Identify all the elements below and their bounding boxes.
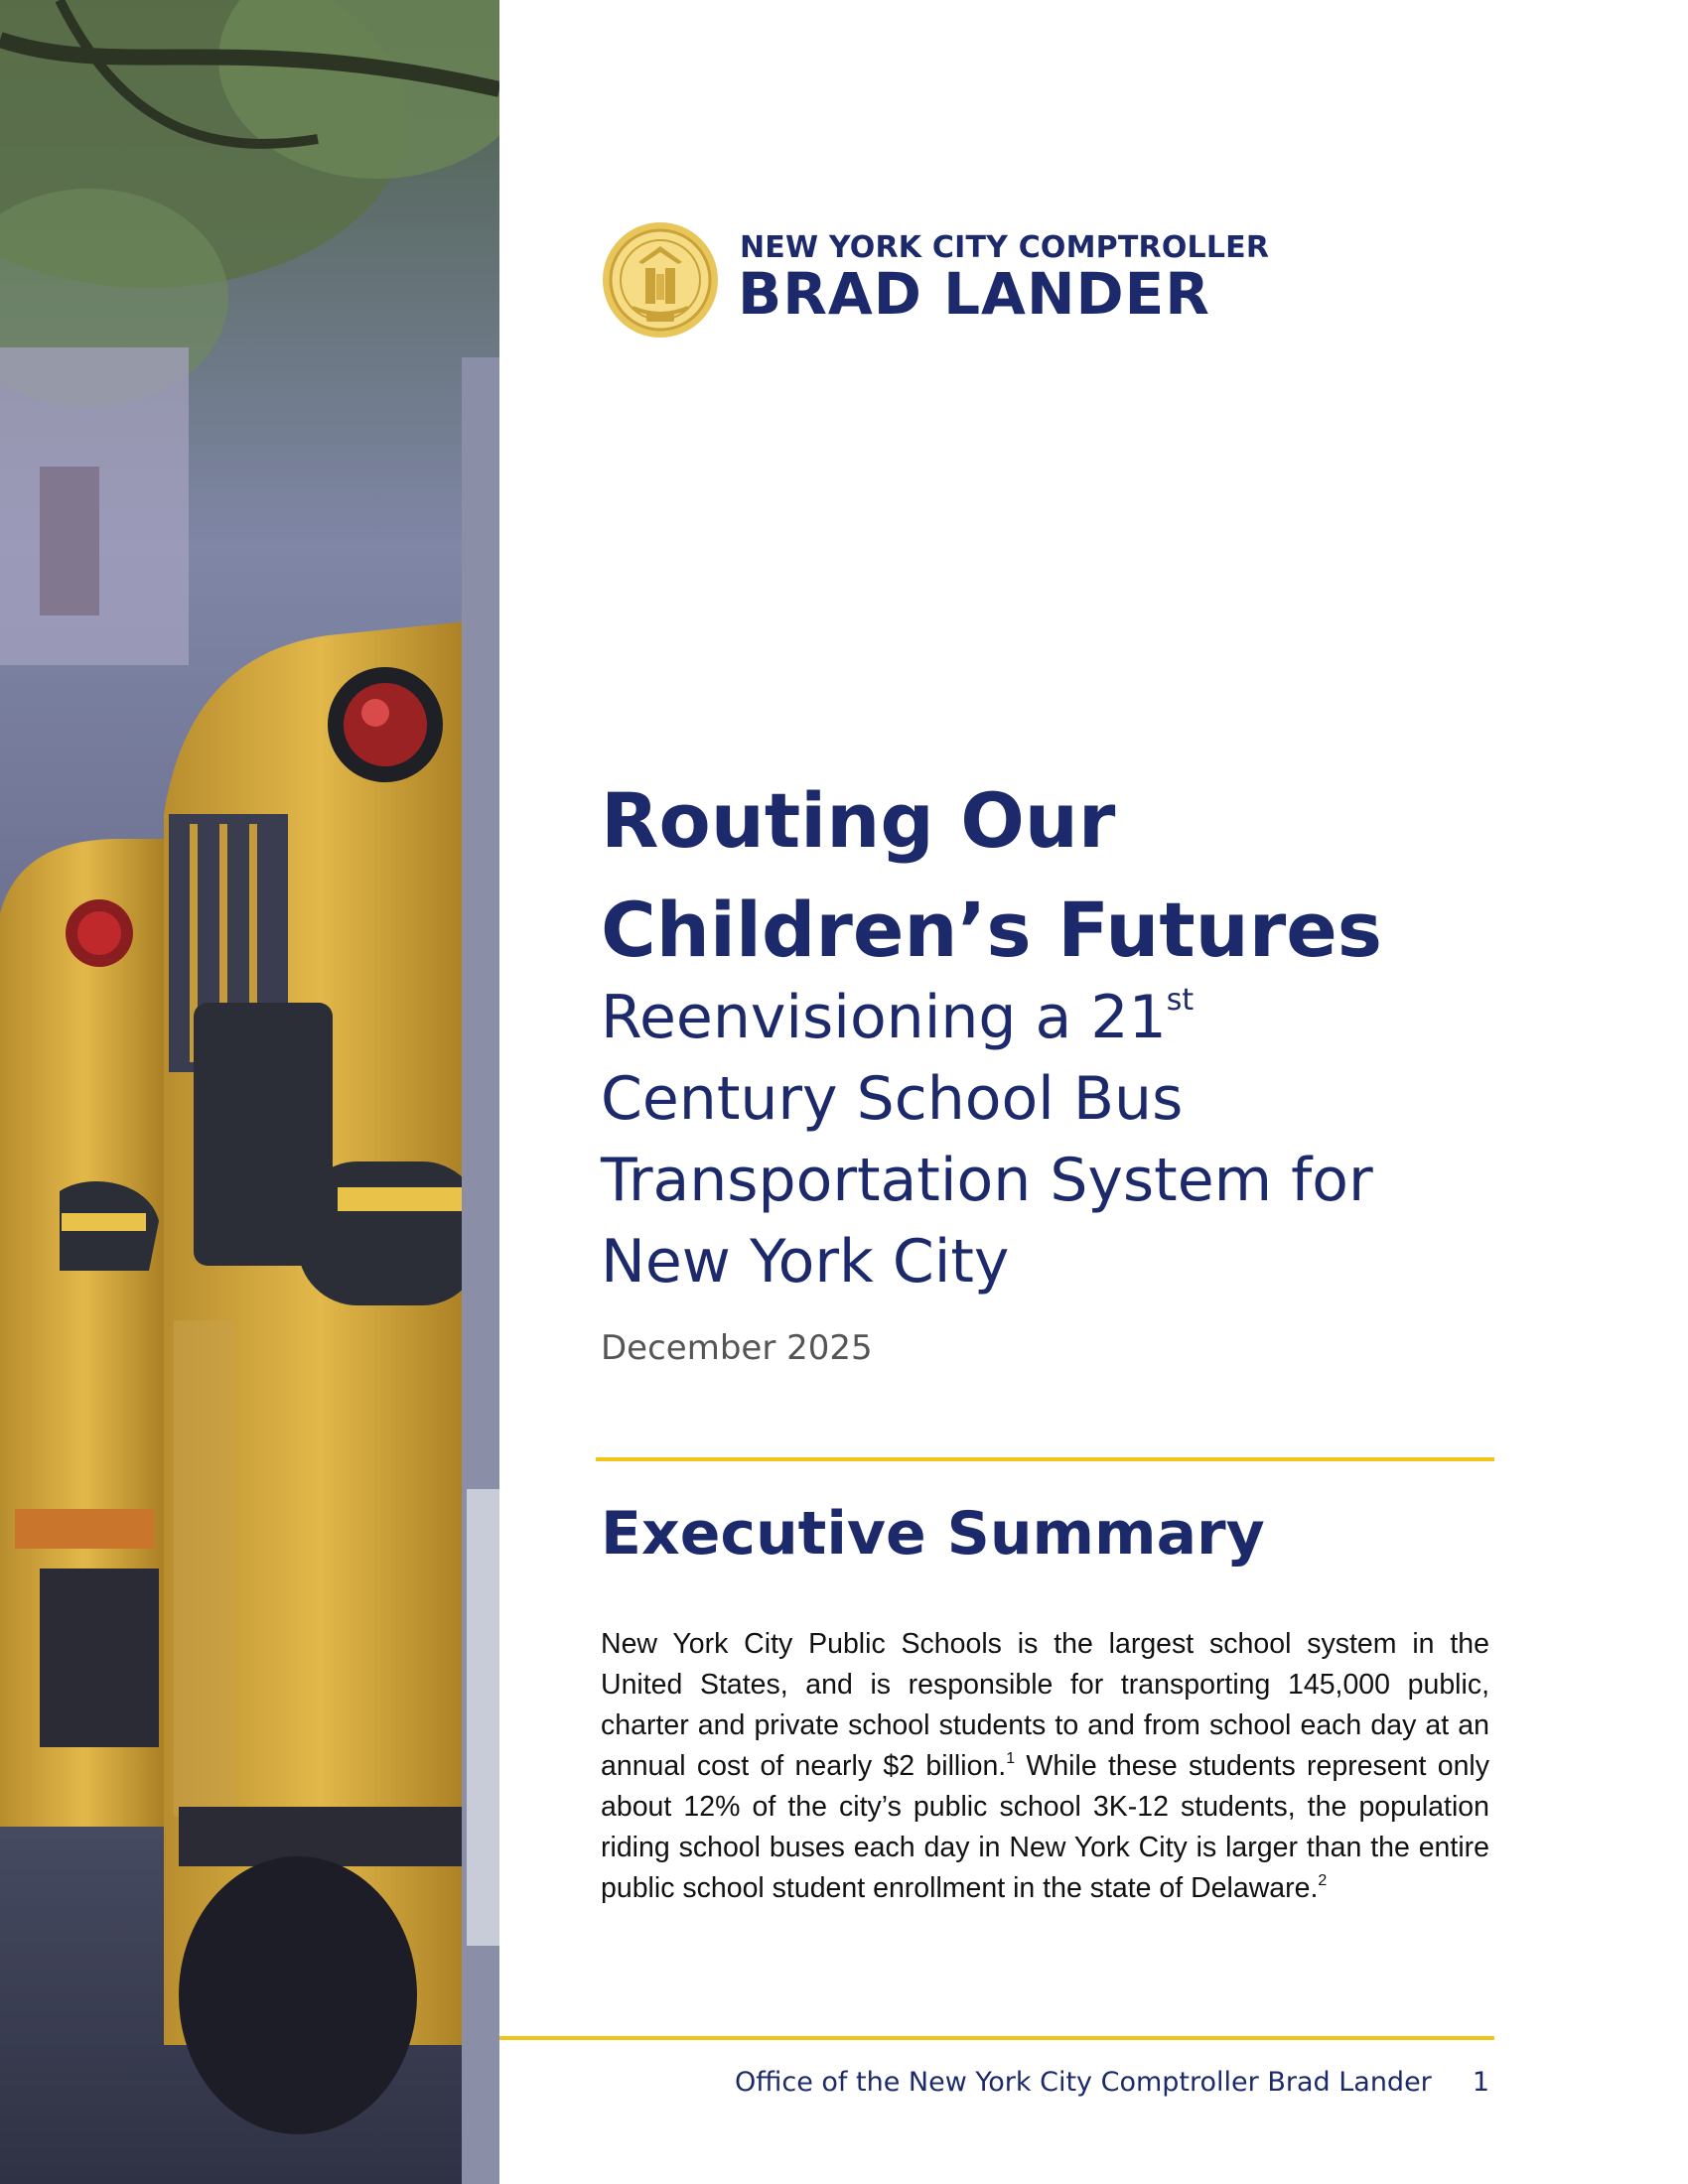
page-number: 1 xyxy=(1472,2067,1489,2098)
cover-photo-school-buses xyxy=(0,0,499,2184)
subtitle-line4: New York City xyxy=(601,1227,1010,1297)
summary-text-part2: While these students represent only about 12% of the city’s public school 3K-12 students, the population riding school buses each day in New York City is larger than the entire public school student enrollment in the state of Delaware. xyxy=(601,1750,1489,1904)
report-title xyxy=(601,766,1544,985)
report-date: December 2025 xyxy=(601,1328,873,1368)
section-heading-executive-summary: Executive Summary xyxy=(601,1499,1265,1569)
footnote-ref-1[interactable]: 1 xyxy=(1006,1750,1016,1767)
page-footer xyxy=(735,2067,1489,2098)
divider-bottom xyxy=(499,2036,1494,2040)
footnote-ref-2[interactable]: 2 xyxy=(1318,1872,1328,1889)
logo-comptroller-name: BRAD LANDER xyxy=(738,260,1210,328)
report-title-line2: Children’s Futures xyxy=(601,886,1383,974)
subtitle-line2: Century School Bus xyxy=(601,1064,1184,1134)
subtitle-superscript: st xyxy=(1166,983,1195,1018)
comptroller-logo xyxy=(601,220,1276,340)
subtitle-line3: Transportation System for xyxy=(601,1146,1373,1215)
subtitle-line1: Reenvisioning a 21 xyxy=(601,983,1167,1052)
report-subtitle xyxy=(601,977,1544,1302)
divider-top xyxy=(596,1457,1494,1461)
report-title-line1: Routing Our xyxy=(601,776,1116,865)
nyc-seal-icon xyxy=(601,220,720,340)
executive-summary-paragraph xyxy=(601,1624,1489,1909)
logo-office-title: NEW YORK CITY COMPTROLLER xyxy=(740,230,1270,265)
summary-text-part1: New York City Public Schools is the largest school system in the United States, and is responsible for transporting 145,000 public, charter and private school students to and from school each day at an annual cost of nearly $2 billion. xyxy=(601,1628,1489,1782)
footer-office-text: Office of the New York City Comptroller Brad Lander xyxy=(735,2067,1432,2098)
